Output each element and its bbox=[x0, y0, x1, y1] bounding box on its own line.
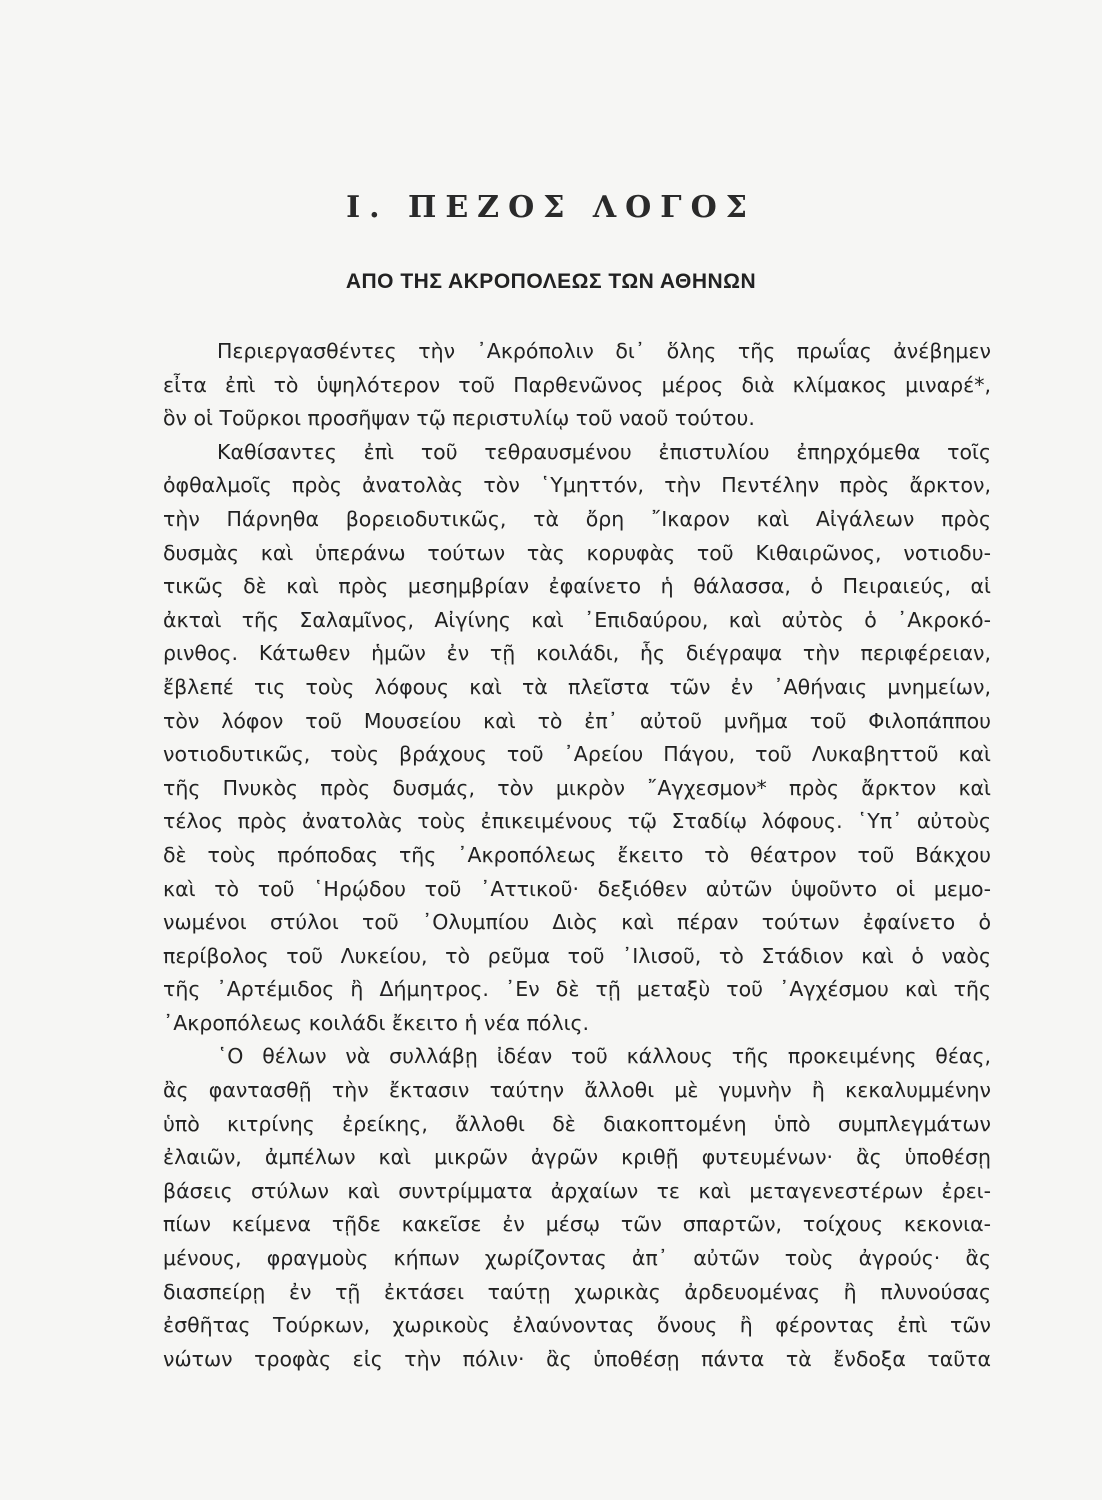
text-line: τέλος πρὸς ἀνατολὰς τοὺς ἐπικειμένους τῷ Σταδίῳ λόφους. ῾Υπ᾿ αὐτοὺς bbox=[163, 809, 991, 834]
text-line: Περιεργασθέντες τὴν ᾿Ακρόπολιν δι᾿ ὅλης τῆς πρωΐας ἀνέβημεν bbox=[217, 339, 991, 363]
text-line: πίων κείμενα τῇδε κακεῖσε ἐν μέσῳ τῶν σπαρτῶν, τοίχους κεκονια- bbox=[163, 1212, 991, 1237]
text-line: ὑπὸ κιτρίνης ἐρείκης, ἄλλοθι δὲ διακοπτομένη ὑπὸ συμπλεγμάτων bbox=[163, 1111, 991, 1136]
text-line: εἶτα ἐπὶ τὸ ὑψηλότερον τοῦ Παρθενῶνος μέρος διὰ κλίμακος μιναρέ*, bbox=[163, 372, 991, 397]
text-line: Καθίσαντες ἐπὶ τοῦ τεθραυσμένου ἐπιστυλίου ἐπηρχόμεθα τοῖς bbox=[217, 439, 991, 464]
chapter-heading: I. ΠΕΖΟΣ ΛΟΓΟΣ bbox=[346, 190, 756, 225]
text-line: δυσμὰς καὶ ὑπεράνω τούτων τὰς κορυφὰς τοῦ Κιθαιρῶνος, νοτιοδυ- bbox=[163, 540, 991, 565]
text-line: ὃν οἱ Τοῦρκοι προσῆψαν τῷ περιστυλίῳ τοῦ ναοῦ τούτου. bbox=[163, 406, 755, 431]
text-line: ἔβλεπέ τις τοὺς λόφους καὶ τὰ πλεῖστα τῶν ἐν ᾿Αθήναις μνημείων, bbox=[163, 674, 991, 699]
text-line: ἐσθῆτας Τούρκων, χωρικοὺς ἐλαύνοντας ὄνους ἢ φέροντας ἐπὶ τῶν bbox=[163, 1313, 991, 1338]
text-line: καὶ τὸ τοῦ ῾Ηρῴδου τοῦ ᾿Αττικοῦ· δεξιόθεν αὐτῶν ὑψοῦντο οἱ μεμο- bbox=[163, 876, 991, 901]
text-line: τὴν Πάρνηθα βορειοδυτικῶς, τὰ ὄρη ῎Ικαρον καὶ Αἰγάλεων πρὸς bbox=[163, 506, 991, 531]
text-line: μένους, φραγμοὺς κήπων χωρίζοντας ἀπ᾿ αὐτῶν τοὺς ἀγρούς· ἂς bbox=[163, 1246, 991, 1271]
text-line: νωμένοι στύλοι τοῦ ᾿Ολυμπίου Διὸς καὶ πέραν τούτων ἐφαίνετο ὁ bbox=[163, 910, 991, 935]
text-line: ἐλαιῶν, ἀμπέλων καὶ μικρῶν ἀγρῶν κριθῇ φυτευμένων· ἂς ὑποθέσῃ bbox=[163, 1145, 991, 1170]
text-line: δὲ τοὺς πρόποδας τῆς ᾿Ακροπόλεως ἔκειτο τὸ θέατρον τοῦ Βάκχου bbox=[163, 842, 991, 867]
text-line: ἀκταὶ τῆς Σαλαμῖνος, Αἰγίνης καὶ ᾿Επιδαύρου, καὶ αὐτὸς ὁ ᾿Ακροκό- bbox=[163, 607, 991, 632]
text-line: ῾Ο θέλων νὰ συλλάβῃ ἰδέαν τοῦ κάλλους τῆς προκειμένης θέας, bbox=[217, 1044, 991, 1069]
text-line: ᾿Ακροπόλεως κοιλάδι ἔκειτο ἡ νέα πόλις. bbox=[163, 1010, 590, 1035]
text-line: τικῶς δὲ καὶ πρὸς μεσημβρίαν ἐφαίνετο ἡ θάλασσα, ὁ Πειραιεύς, αἱ bbox=[163, 574, 991, 599]
text-line: βάσεις στύλων καὶ συντρίμματα ἀρχαίων τε καὶ μεταγενεστέρων ἐρει- bbox=[163, 1178, 991, 1203]
text-line: τῆς Πνυκὸς πρὸς δυσμάς, τὸν μικρὸν ῎Αγχεσμον* πρὸς ἄρκτον καὶ bbox=[163, 775, 991, 800]
text-line: ὀφθαλμοῖς πρὸς ἀνατολὰς τὸν ῾Υμηττόν, τὴν Πεντέλην πρὸς ἄρκτον, bbox=[163, 473, 991, 498]
text-line: νοτιοδυτικῶς, τοὺς βράχους τοῦ ᾿Αρείου Πάγου, τοῦ Λυκαβηττοῦ καὶ bbox=[163, 742, 991, 767]
body-text bbox=[163, 335, 991, 1376]
text-line: διασπείρῃ ἐν τῇ ἐκτάσει ταύτῃ χωρικὰς ἀρδευομένας ἢ πλυνούσας bbox=[163, 1279, 991, 1304]
text-line: ἂς φαντασθῇ τὴν ἔκτασιν ταύτην ἄλλοθι μὲ γυμνὴν ἢ κεκαλυμμένην bbox=[163, 1078, 991, 1103]
text-line: τῆς ᾿Αρτέμιδος ἢ Δήμητρος. ᾿Εν δὲ τῇ μεταξὺ τοῦ ᾿Αγχέσμου καὶ τῆς bbox=[163, 977, 991, 1002]
section-title: ΑΠΟ ΤΗΣ ΑΚΡΟΠΟΛΕΩΣ ΤΩΝ ΑΘΗΝΩΝ bbox=[345, 270, 757, 293]
text-line: περίβολος τοῦ Λυκείου, τὸ ρεῦμα τοῦ ᾿Ιλισοῦ, τὸ Στάδιον καὶ ὁ ναὸς bbox=[163, 943, 991, 968]
text-line: ρινθος. Κάτωθεν ἡμῶν ἐν τῇ κοιλάδι, ἧς διέγραψα τὴν περιφέρειαν, bbox=[163, 641, 991, 666]
text-line: νώτων τροφὰς εἰς τὴν πόλιν· ἂς ὑποθέσῃ πάντα τὰ ἔνδοξα ταῦτα bbox=[163, 1346, 991, 1371]
text-line: τὸν λόφον τοῦ Μουσείου καὶ τὸ ἐπ᾿ αὐτοῦ μνῆμα τοῦ Φιλοπάππου bbox=[163, 708, 991, 733]
